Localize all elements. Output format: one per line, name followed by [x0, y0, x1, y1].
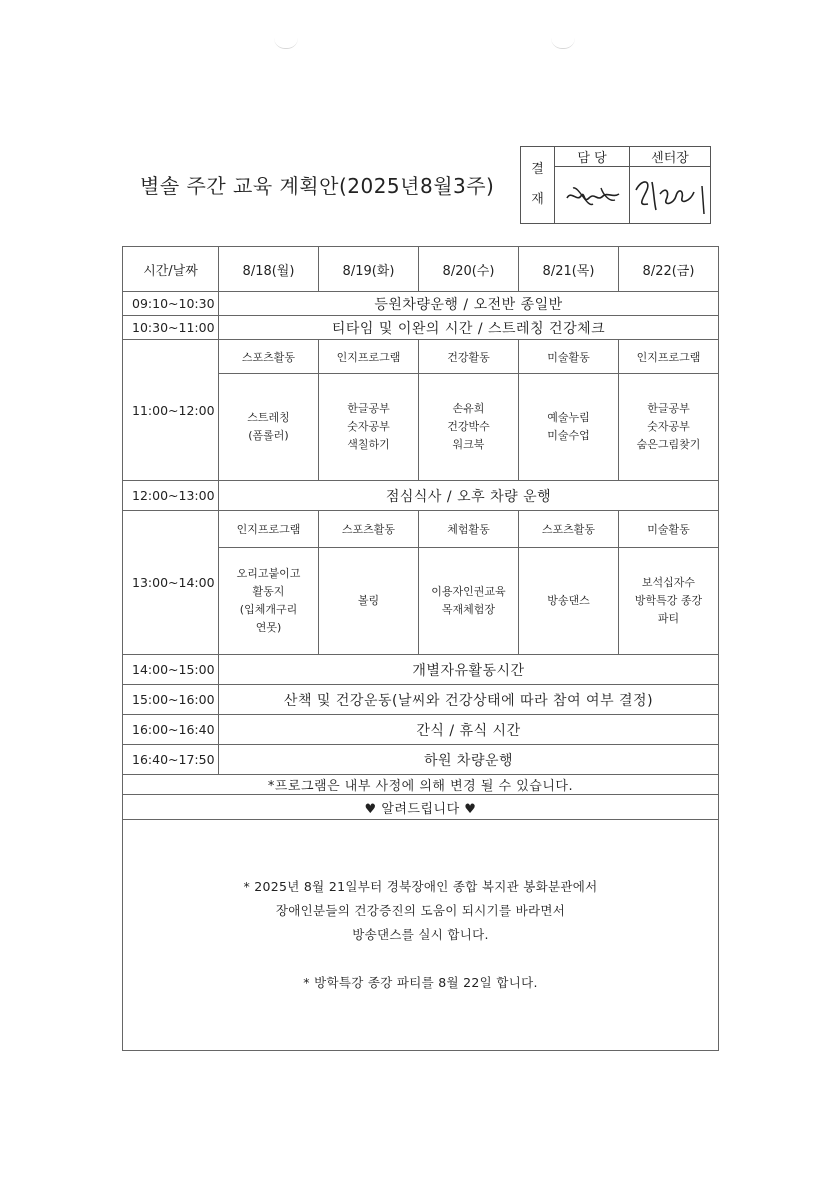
activity-line: 보석십자수 — [641, 576, 696, 589]
approval-col-staff: 담 당 — [555, 147, 630, 167]
category-cell: 체험활동 — [419, 511, 519, 548]
director-signature — [630, 167, 711, 224]
day-header-fri: 8/22(금) — [619, 247, 719, 292]
activity-cell — [519, 374, 619, 481]
notice-line: 장애인분들의 건강증진의 도움이 되시기를 바라면서 — [275, 903, 566, 918]
category-cell: 인지프로그램 — [319, 340, 419, 374]
time-cell: 16:00~16:40 — [123, 715, 219, 745]
table-header-row — [123, 247, 719, 292]
category-cell: 스포츠활동 — [219, 340, 319, 374]
activity-line: 연못) — [255, 621, 282, 634]
category-cell: 인지프로그램 — [219, 511, 319, 548]
activity-span: 점심식사 / 오후 차량 운행 — [219, 481, 719, 511]
time-cell: 11:00~12:00 — [123, 340, 219, 481]
activity-line: 숫자공부 — [347, 420, 390, 433]
activity-line: 파티 — [657, 612, 680, 625]
activity-cell — [419, 548, 519, 655]
activity-cell — [619, 374, 719, 481]
activity-line: 색칠하기 — [347, 438, 390, 451]
time-cell: 12:00~13:00 — [123, 481, 219, 511]
notice-heading-row — [123, 795, 719, 820]
notice-heading: ♥ 알려드립니다 ♥ — [123, 795, 719, 820]
notice-line: 방송댄스를 실시 합니다. — [352, 927, 489, 942]
approval-side-label — [521, 147, 555, 224]
approval-col-director: 센터장 — [630, 147, 711, 167]
notice-body — [123, 820, 719, 1051]
table-row — [123, 316, 719, 340]
notice-line: * 2025년 8월 21일부터 경북장애인 종합 복지관 봉화분관에서 — [243, 879, 598, 894]
activity-line: (폼롤러) — [248, 429, 289, 442]
day-header-thu: 8/21(목) — [519, 247, 619, 292]
table-row — [123, 685, 719, 715]
day-header-wed: 8/20(수) — [419, 247, 519, 292]
table-row — [123, 655, 719, 685]
page-title: 별솔 주간 교육 계획안(2025년8월3주) — [140, 174, 495, 198]
activity-span: 티타임 및 이완의 시간 / 스트레칭 건강체크 — [219, 316, 719, 340]
activity-span: 개별자유활동시간 — [219, 655, 719, 685]
activity-line: 한글공부 — [347, 402, 390, 415]
activity-line: 예술누림 — [547, 411, 590, 424]
activity-cell — [219, 548, 319, 655]
activity-line: 오리고붙이고 — [236, 567, 301, 580]
activity-cell — [619, 548, 719, 655]
punch-hole-left — [274, 38, 298, 49]
corner-header: 시간/날짜 — [123, 247, 219, 292]
table-row — [123, 745, 719, 775]
activity-span: 하원 차량운행 — [219, 745, 719, 775]
change-note-row — [123, 775, 719, 795]
approval-box — [520, 146, 711, 224]
time-cell: 16:40~17:50 — [123, 745, 219, 775]
approval-side-label-1: 결 — [531, 162, 544, 177]
activity-cell — [319, 374, 419, 481]
category-row-am — [123, 340, 719, 374]
category-cell: 인지프로그램 — [619, 340, 719, 374]
activity-cell — [319, 548, 419, 655]
activity-line: 손유희 — [452, 402, 485, 415]
activity-span: 산책 및 건강운동(날씨와 건강상태에 따라 참여 여부 결정) — [219, 685, 719, 715]
activity-span: 간식 / 휴식 시간 — [219, 715, 719, 745]
activity-line: 활동지 — [252, 585, 285, 598]
activity-cell — [219, 374, 319, 481]
activity-line: 방송댄스 — [547, 594, 590, 607]
category-cell: 건강활동 — [419, 340, 519, 374]
category-cell: 스포츠활동 — [319, 511, 419, 548]
notice-line: * 방학특강 종강 파티를 8월 22일 합니다. — [303, 975, 538, 990]
activity-line: 한글공부 — [647, 402, 690, 415]
activity-line: 이용자인권교육 — [431, 585, 506, 598]
category-cell: 미술활동 — [519, 340, 619, 374]
activity-line: 목재체험장 — [441, 603, 496, 616]
table-row — [123, 292, 719, 316]
time-cell: 10:30~11:00 — [123, 316, 219, 340]
table-row — [123, 715, 719, 745]
day-header-mon: 8/18(월) — [219, 247, 319, 292]
activity-line: 숫자공부 — [647, 420, 690, 433]
activity-cell — [519, 548, 619, 655]
activity-line: 숨은그림찾기 — [636, 438, 701, 451]
weekly-schedule-table — [122, 246, 719, 1051]
activity-line: 건강박수 — [447, 420, 490, 433]
time-cell: 15:00~16:00 — [123, 685, 219, 715]
notice-gap — [123, 947, 718, 971]
change-note: *프로그램은 내부 사정에 의해 변경 될 수 있습니다. — [123, 775, 719, 795]
time-cell: 14:00~15:00 — [123, 655, 219, 685]
activity-line: 미술수업 — [547, 429, 590, 442]
activity-line: 볼링 — [357, 594, 380, 607]
category-cell: 미술활동 — [619, 511, 719, 548]
activity-cell — [419, 374, 519, 481]
staff-signature — [555, 167, 630, 224]
activity-line: 워크북 — [452, 438, 485, 451]
category-cell: 스포츠활동 — [519, 511, 619, 548]
category-row-pm — [123, 511, 719, 548]
time-cell: 09:10~10:30 — [123, 292, 219, 316]
notice-body-row — [123, 820, 719, 1051]
activity-line: 방학특강 종강 — [634, 594, 703, 607]
time-cell: 13:00~14:00 — [123, 511, 219, 655]
activity-span: 등원차량운행 / 오전반 종일반 — [219, 292, 719, 316]
day-header-tue: 8/19(화) — [319, 247, 419, 292]
activity-line: (입체개구리 — [239, 603, 298, 616]
activity-line: 스트레칭 — [247, 411, 290, 424]
approval-side-label-2: 재 — [531, 192, 544, 207]
punch-hole-right — [551, 38, 575, 49]
table-row — [123, 481, 719, 511]
